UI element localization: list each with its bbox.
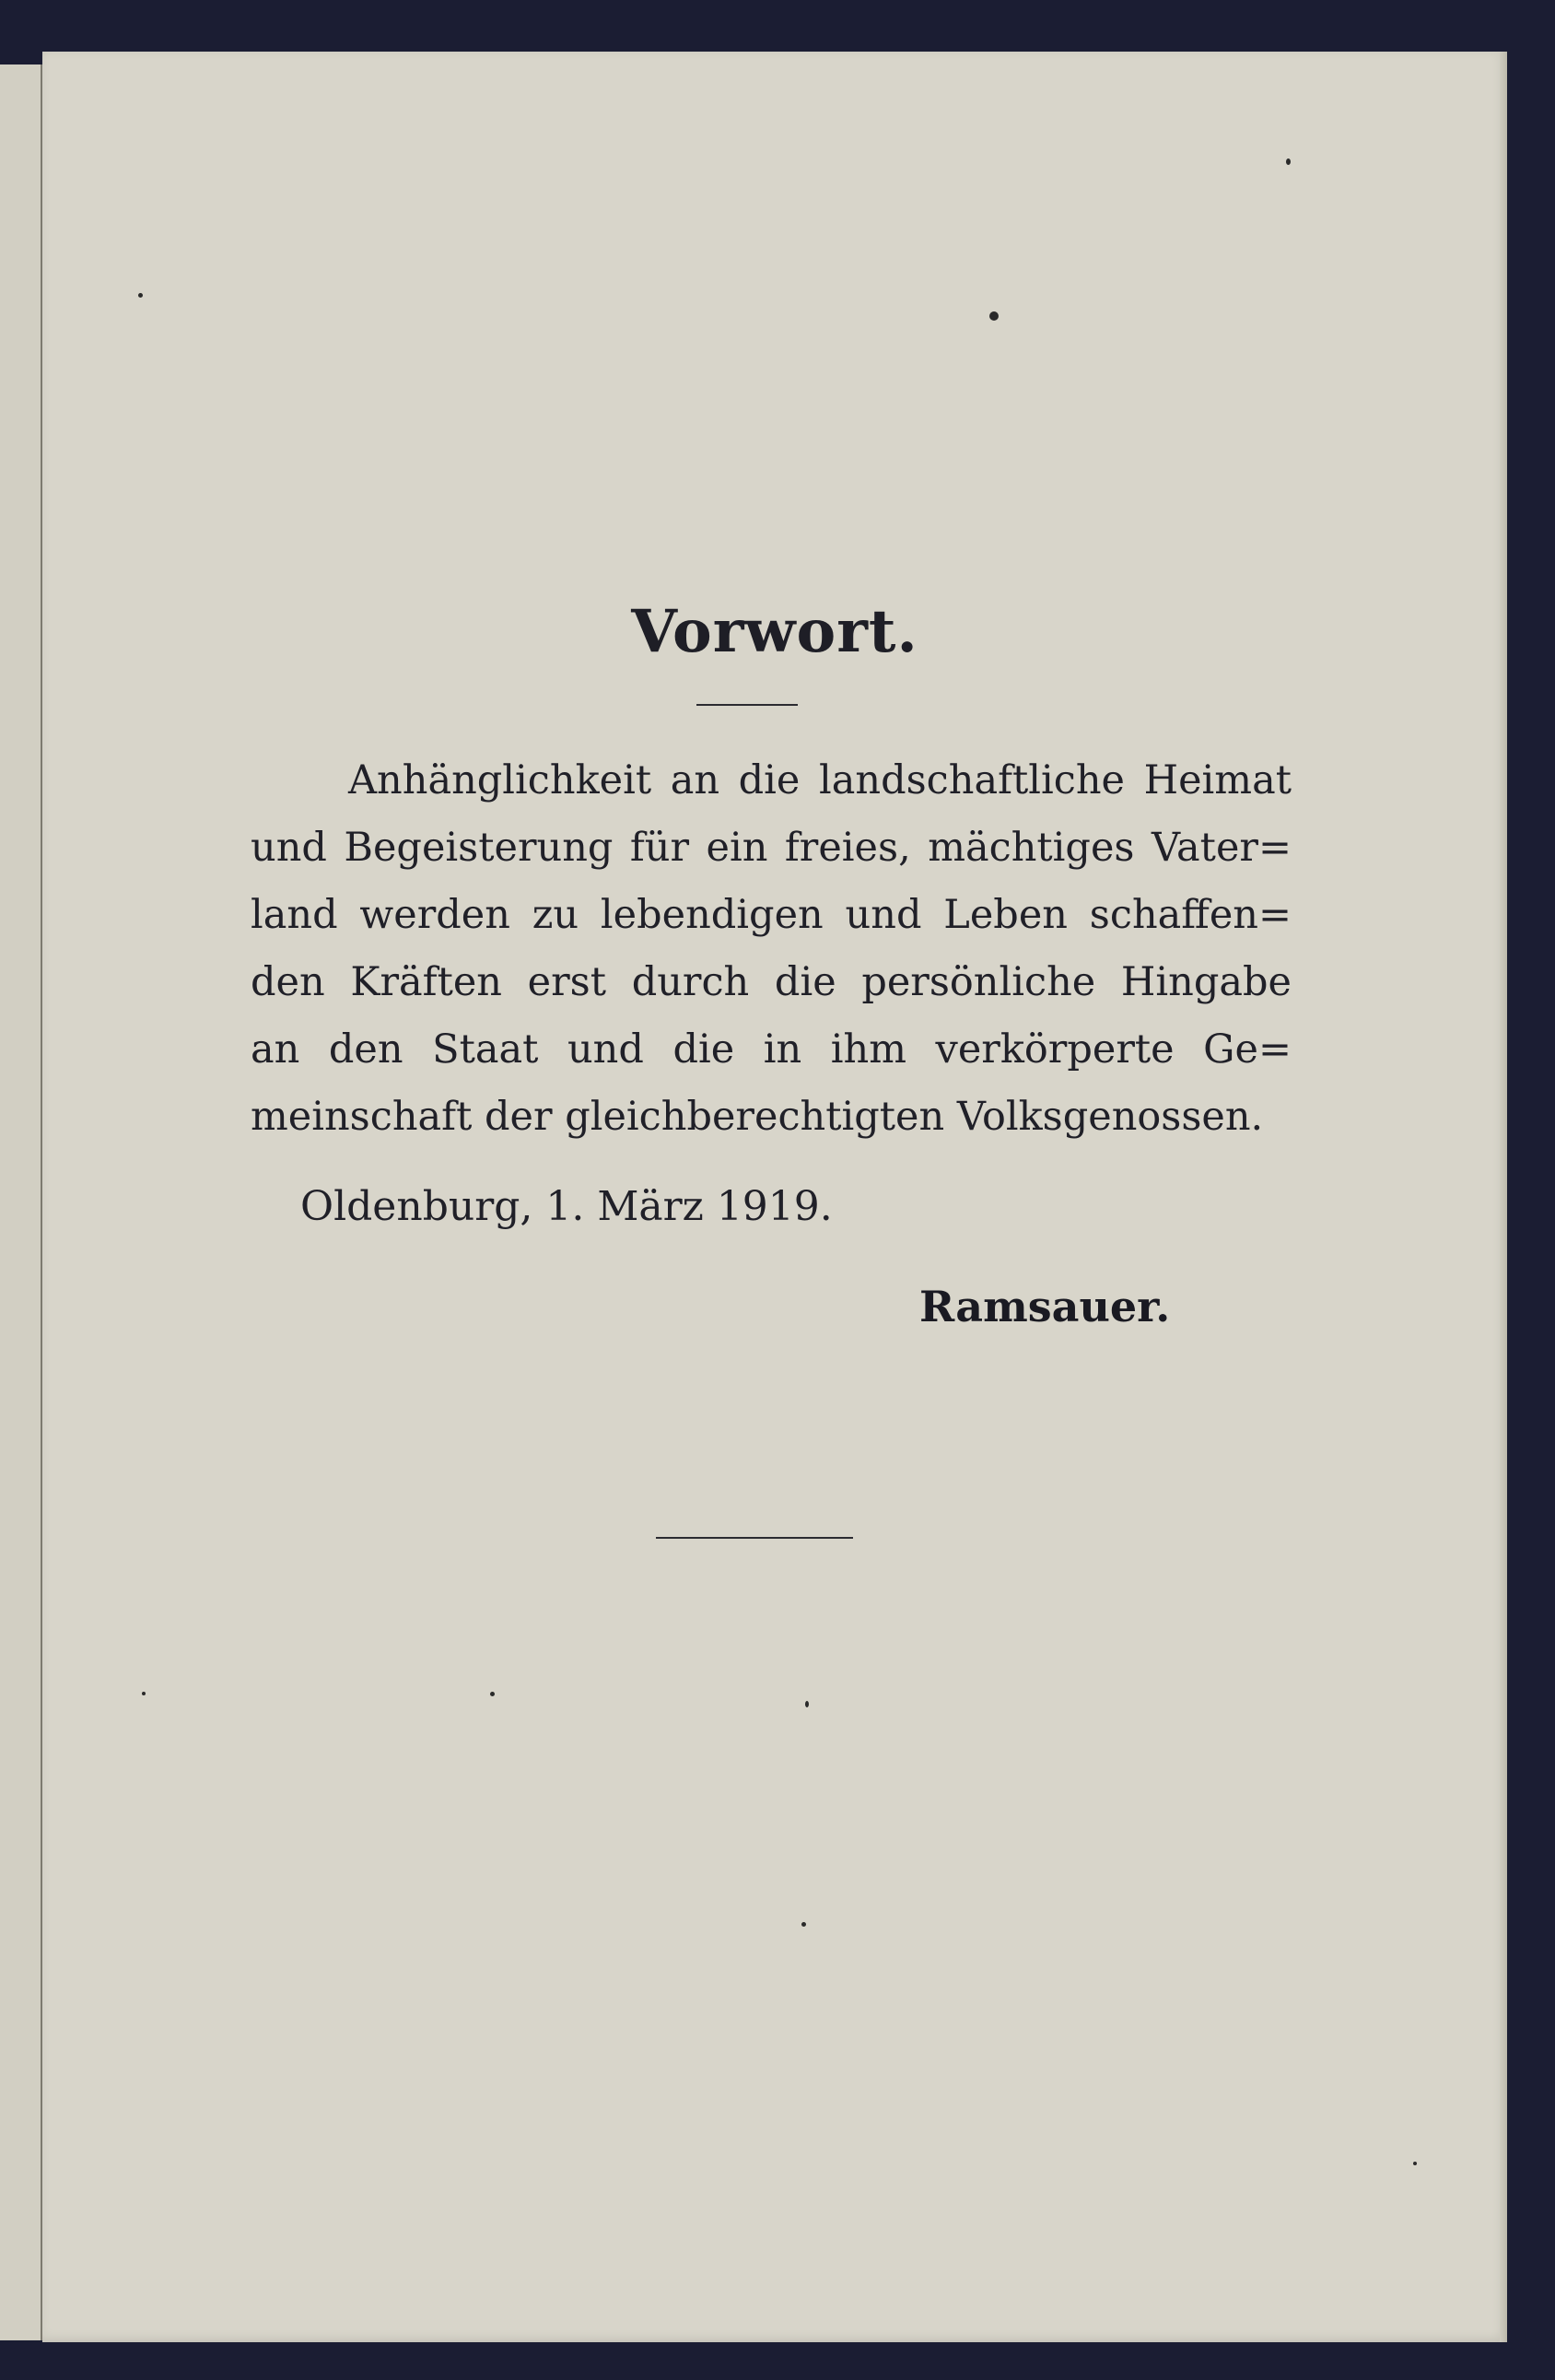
page-right-edge	[1500, 52, 1507, 2342]
paragraph-line: meinschaft der gleichberechtigten Volksgenossen.	[251, 1094, 1264, 1140]
paper-speck	[1286, 158, 1291, 165]
paper-speck	[801, 1922, 806, 1927]
paper-speck	[989, 311, 999, 321]
paragraph-line: Anhänglichkeit an die landschaftliche Heimat	[348, 757, 1292, 803]
page-title: Vorwort.	[631, 597, 918, 666]
paragraph-line: den Kräften erst durch die persönliche Hingabe	[251, 959, 1292, 1005]
book-page	[42, 52, 1507, 2342]
author-signature: Ramsauer.	[919, 1282, 1171, 1331]
paper-speck	[805, 1701, 809, 1707]
paragraph-line: und Begeisterung für ein freies, mächtiges Vater=	[251, 825, 1292, 871]
title-divider	[696, 704, 798, 706]
paper-speck	[490, 1692, 495, 1696]
paragraph-line: an den Staat und die in ihm verkörperte Ge=	[251, 1026, 1292, 1073]
paper-speck	[142, 1692, 146, 1695]
paper-speck	[1413, 2162, 1417, 2165]
place-date-line: Oldenburg, 1. März 1919.	[300, 1183, 833, 1230]
facing-page-edge	[0, 64, 43, 2340]
closing-divider	[656, 1537, 853, 1539]
foreword-paragraph	[251, 747, 1292, 1151]
paper-speck	[138, 293, 143, 298]
paragraph-line: land werden zu lebendigen und Leben schaffen=	[251, 892, 1292, 938]
